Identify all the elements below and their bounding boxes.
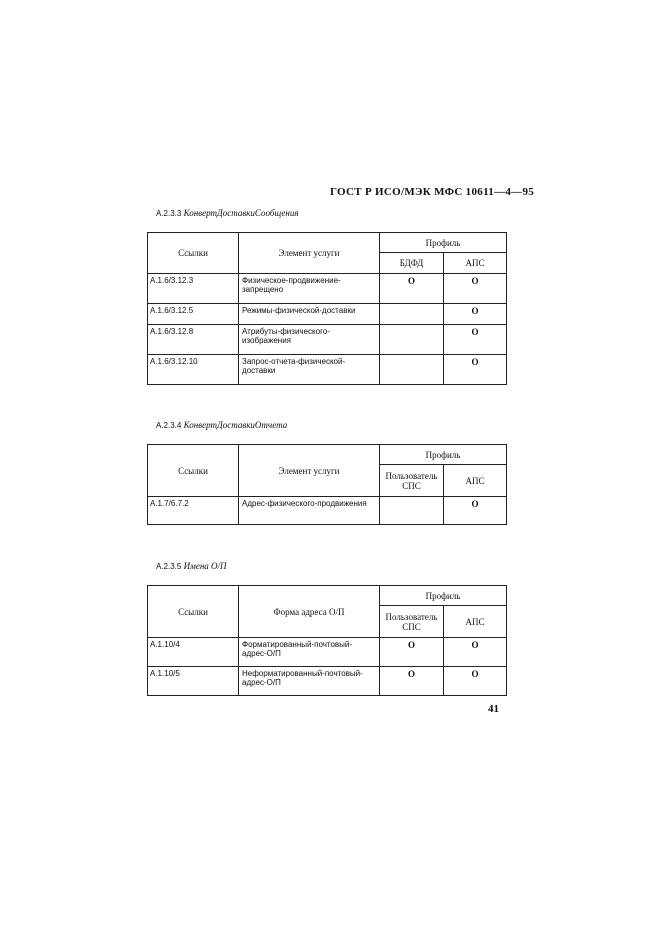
column-header-a: Пользователь СПС [380,465,444,497]
cell-b: О [444,355,507,385]
cell-ref: A.1.10/4 [148,638,239,667]
section-name: Имена О/П [183,561,227,571]
cell-ref: A.1.10/5 [148,667,239,696]
column-header-element: Форма адреса О/П [239,586,380,638]
cell-ref: A.1.6/3.12.3 [148,274,239,304]
cell-a [380,304,444,325]
service-table [147,585,507,696]
cell-a [380,497,444,525]
column-header-profile: Профиль [380,586,507,606]
cell-a: О [380,638,444,667]
cell-element: Режимы-физической-доставки [239,304,380,325]
column-header-b: АПС [444,465,507,497]
document-header: ГОСТ Р ИСО/МЭК МФС 10611—4—95 [330,186,535,198]
column-header-b: АПС [444,253,507,274]
cell-a: О [380,274,444,304]
section-title [156,561,227,571]
section-number: A.2.3.5 [156,562,182,571]
cell-b: О [444,638,507,667]
column-header-ref: Ссылки [148,233,239,274]
column-header-a: БДФД [380,253,444,274]
table-row [148,638,507,667]
table-row [148,355,507,385]
section-title [156,208,299,218]
cell-b: О [444,325,507,355]
table-row [148,274,507,304]
section-name: КонвертДоставкиСообщения [183,208,299,218]
column-header-element: Элемент услуги [239,445,380,497]
cell-element: Адрес-физического-продвижения [239,497,380,525]
cell-b: О [444,667,507,696]
service-table [147,444,507,525]
cell-ref: A.1.6/3.12.8 [148,325,239,355]
cell-element: Запрос-отчета-физической-доставки [239,355,380,385]
section-number: A.2.3.3 [156,209,182,218]
column-header-profile: Профиль [380,445,507,465]
cell-ref: A.1.6/3.12.10 [148,355,239,385]
column-header-element: Элемент услуги [239,233,380,274]
cell-a [380,355,444,385]
cell-a [380,325,444,355]
page-number: 41 [488,703,499,715]
column-header-a: Пользователь СПС [380,606,444,638]
cell-element: Физическое-продвижение-запрещено [239,274,380,304]
service-table [147,232,507,385]
section-number: A.2.3.4 [156,421,182,430]
column-header-profile: Профиль [380,233,507,253]
table-row [148,325,507,355]
cell-a: О [380,667,444,696]
section-title [156,420,287,430]
cell-element: Атрибуты-физического-изображения [239,325,380,355]
table-row [148,667,507,696]
cell-ref: A.1.7/6.7.2 [148,497,239,525]
column-header-ref: Ссылки [148,586,239,638]
section-name: КонвертДоставкиОтчета [183,420,288,430]
column-header-b: АПС [444,606,507,638]
cell-element: Неформатированный-почтовый-адрес-О/П [239,667,380,696]
cell-b: О [444,274,507,304]
cell-b: О [444,497,507,525]
cell-b: О [444,304,507,325]
table-row [148,304,507,325]
table-row [148,497,507,525]
column-header-ref: Ссылки [148,445,239,497]
cell-ref: A.1.6/3.12.5 [148,304,239,325]
cell-element: Форматированный-почтовый-адрес-О/П [239,638,380,667]
